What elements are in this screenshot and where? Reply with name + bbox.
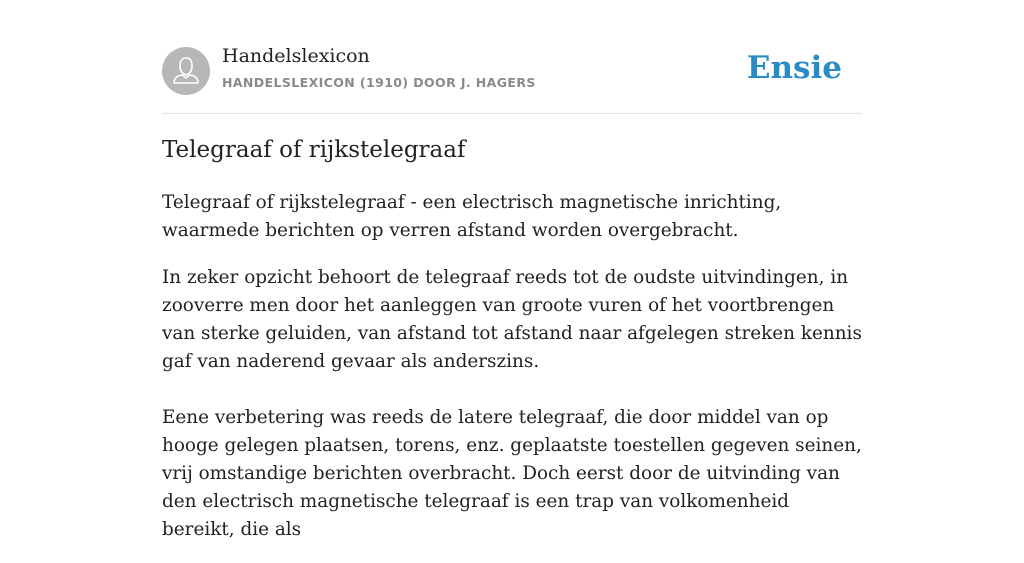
user-icon bbox=[162, 47, 210, 95]
ensie-logo-link[interactable]: Ensie bbox=[746, 50, 842, 86]
avatar[interactable] bbox=[162, 47, 210, 95]
entry-title: Telegraaf of rijkstelegraaf bbox=[162, 137, 466, 163]
source-title[interactable]: Handelslexicon bbox=[222, 45, 370, 67]
source-header bbox=[162, 0, 862, 114]
definition-paragraph: Telegraaf of rijkstelegraaf - een electrisch magnetische inrichting, waarmede berichten op verren afstand worden overgebracht. bbox=[162, 192, 782, 241]
article-container bbox=[162, 0, 862, 540]
source-subtitle: HANDELSLEXICON (1910) DOOR J. HAGERS bbox=[222, 75, 536, 90]
body-paragraph: In zeker opzicht behoort de telegraaf reeds tot de oudste uitvindingen, in zooverre men door het aanleggen van groote vuren of het voortbrengen van sterke geluiden, van afstand tot afstand naar afgelegen streken kennis gaf van naderend gevaar als anderszins. bbox=[162, 267, 862, 372]
body-paragraph: Eene verbetering was reeds de latere telegraaf, die door middel van op hooge gelegen plaatsen, torens, enz. geplaatste toestellen gegeven seinen, vrij omstandige berichten overbracht. Doch eerst door de uitvinding van den electrisch magnetische telegraaf is een trap van volkomenheid bereikt, die als bbox=[162, 407, 862, 540]
entry-body bbox=[162, 189, 862, 563]
